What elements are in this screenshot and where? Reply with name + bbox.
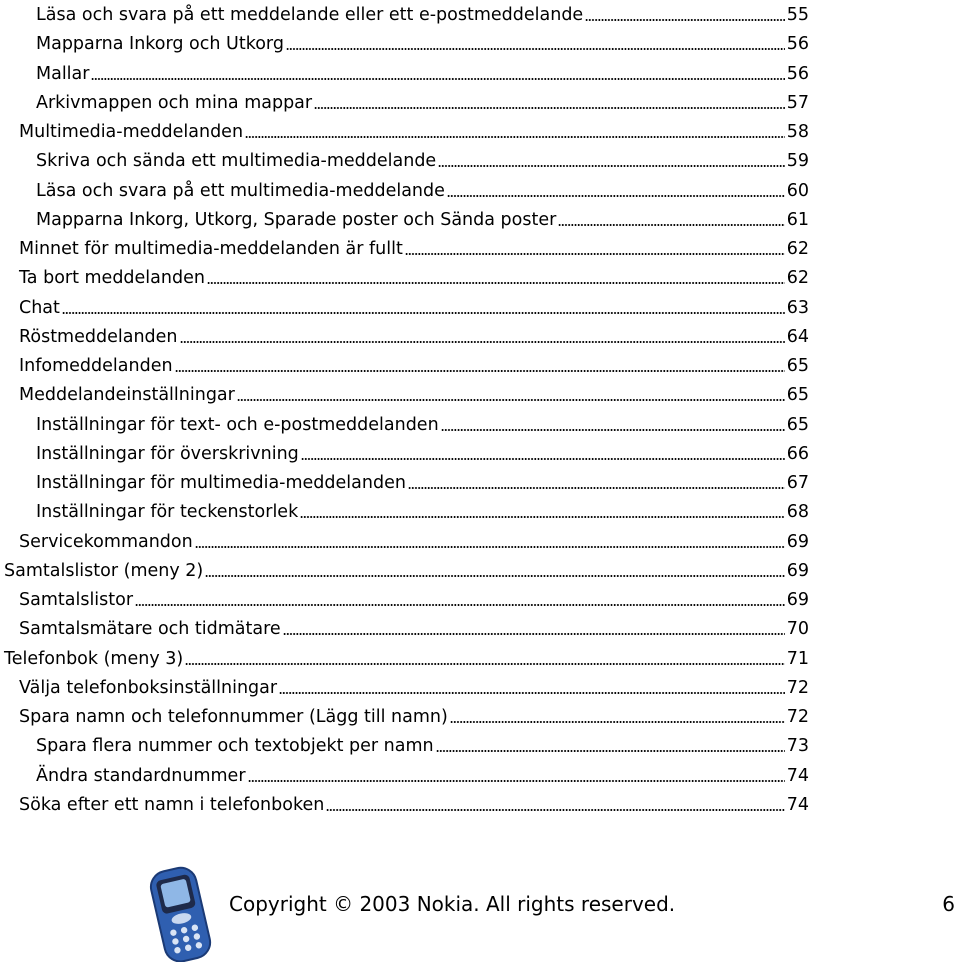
toc-entry-page: 65 <box>786 385 809 406</box>
toc-entry-title: Mapparna Inkorg och Utkorg <box>36 34 284 55</box>
toc-entry-page: 62 <box>786 239 809 259</box>
toc-entry-title: Söka efter ett namn i telefonboken <box>19 794 325 815</box>
toc-entry-title: Telefonbok (meny 3) <box>4 648 184 669</box>
page-footer <box>0 860 960 961</box>
toc-entry-title: Samtalslistor (meny 2) <box>4 560 204 581</box>
toc-entry-page: 66 <box>786 443 809 464</box>
toc-entry-page: 71 <box>786 648 809 669</box>
toc-entry[interactable] <box>36 88 809 114</box>
toc-dot-leader <box>408 487 785 489</box>
toc-entry[interactable] <box>19 527 809 553</box>
toc-entry-page: 57 <box>786 92 809 113</box>
toc-entry-page: 56 <box>786 63 809 84</box>
toc-dot-leader <box>237 399 785 401</box>
toc-entry-title: Chat <box>19 297 60 318</box>
toc-entry[interactable] <box>4 556 809 582</box>
toc-entry-page: 73 <box>786 736 809 757</box>
toc-entry[interactable] <box>36 176 809 202</box>
toc-entry[interactable] <box>19 614 809 640</box>
toc-entry-page: 63 <box>786 297 809 318</box>
toc-entry-title: Samtalslistor <box>19 590 134 610</box>
toc-entry-title: Spara flera nummer och textobjekt per namn <box>36 736 434 757</box>
toc-entry-page: 56 <box>786 34 809 55</box>
toc-entry-page: 72 <box>786 707 809 727</box>
toc-entry-title: Multimedia-meddelanden <box>19 122 244 142</box>
toc-dot-leader <box>450 721 785 723</box>
toc-entry-title: Arkivmappen och mina mappar <box>36 92 313 113</box>
toc-entry-title: Spara namn och telefonnummer (Lägg till namn) <box>19 707 448 727</box>
toc-entry[interactable] <box>19 117 809 143</box>
toc-entry-title: Meddelandeinställningar <box>19 385 235 406</box>
toc-entry-title: Mallar <box>36 63 90 84</box>
toc-entry[interactable] <box>19 702 809 728</box>
toc-entry-page: 55 <box>786 5 809 25</box>
toc-entry[interactable] <box>36 205 809 231</box>
toc-entry[interactable] <box>36 761 809 787</box>
toc-entry-title: Röstmeddelanden <box>19 326 178 347</box>
toc-entry-page: 74 <box>786 794 809 815</box>
toc-entry[interactable] <box>19 322 809 348</box>
toc-entry-page: 59 <box>786 151 809 172</box>
toc-entry-title: Mapparna Inkorg, Utkorg, Sparade poster och Sända poster <box>36 209 557 230</box>
toc-entry[interactable] <box>36 439 809 465</box>
toc-dot-leader <box>91 78 784 80</box>
toc-dot-leader <box>441 429 785 431</box>
toc-dot-leader <box>195 546 785 548</box>
toc-dot-leader <box>205 575 784 577</box>
toc-entry-page: 61 <box>786 209 809 230</box>
toc-entry-page: 69 <box>786 590 809 610</box>
toc-entry-title: Välja telefonboksinställningar <box>19 677 278 698</box>
toc-entry-page: 64 <box>786 326 809 347</box>
toc-entry[interactable] <box>36 731 809 757</box>
toc-entry-title: Minnet för multimedia-meddelanden är fullt <box>19 239 403 259</box>
toc-entry-page: 74 <box>786 765 809 786</box>
toc-dot-leader <box>301 458 785 460</box>
toc-dot-leader <box>314 107 785 109</box>
toc-entry[interactable] <box>19 585 809 611</box>
toc-dot-leader <box>405 253 785 255</box>
toc-dot-leader <box>62 312 785 314</box>
toc-entry-page: 70 <box>786 619 809 640</box>
toc-entry[interactable] <box>36 146 809 172</box>
toc-dot-leader <box>279 692 785 694</box>
toc-dot-leader <box>248 780 785 782</box>
toc-entry-page: 69 <box>786 560 809 581</box>
toc-entry-title: Ta bort meddelanden <box>19 268 205 289</box>
toc-entry[interactable] <box>19 790 809 816</box>
toc-entry[interactable] <box>19 263 809 289</box>
toc-dot-leader <box>447 195 785 197</box>
toc-dot-leader <box>135 604 785 606</box>
toc-dot-leader <box>185 663 785 665</box>
toc-entry-title: Samtalsmätare och tidmätare <box>19 619 281 640</box>
toc-entry[interactable] <box>36 497 809 523</box>
toc-entry-title: Servicekommandon <box>19 531 193 552</box>
toc-entry-page: 60 <box>786 180 809 201</box>
toc-entry[interactable] <box>19 293 809 319</box>
toc-dot-leader <box>245 136 785 138</box>
toc-entry[interactable] <box>36 29 809 55</box>
toc-entry[interactable] <box>36 0 809 26</box>
toc-dot-leader <box>207 282 785 284</box>
toc-entry-title: Ändra standardnummer <box>36 765 246 786</box>
toc-dot-leader <box>585 19 785 21</box>
toc-entry-title: Läsa och svara på ett meddelande eller ett e-postmeddelande <box>36 5 584 25</box>
toc-entry[interactable] <box>19 673 809 699</box>
toc-entry[interactable] <box>36 410 809 436</box>
toc-dot-leader <box>180 341 785 343</box>
toc-dot-leader <box>326 809 784 811</box>
toc-entry-page: 67 <box>786 473 809 493</box>
toc-entry[interactable] <box>4 644 809 670</box>
toc-entry-page: 69 <box>786 531 809 552</box>
toc-entry-page: 72 <box>786 677 809 698</box>
toc-entry-page: 62 <box>786 268 809 289</box>
toc-dot-leader <box>558 224 784 226</box>
toc-entry[interactable] <box>19 380 809 406</box>
toc-entry-page: 68 <box>786 502 809 523</box>
toc-entry-title: Inställningar för teckenstorlek <box>36 502 299 523</box>
toc-dot-leader <box>300 516 785 518</box>
page-number: 6 <box>942 892 955 916</box>
toc-dot-leader <box>283 633 785 635</box>
toc-entry-title: Infomeddelanden <box>19 356 173 376</box>
toc-entry[interactable] <box>36 59 809 85</box>
toc-entry-title: Inställningar för multimedia-meddelanden <box>36 473 406 493</box>
toc-dot-leader <box>286 48 785 50</box>
mobile-phone-icon <box>143 862 223 962</box>
toc-entry-title: Läsa och svara på ett multimedia-meddelande <box>36 180 445 201</box>
toc-entry-title: Inställningar för text- och e-postmeddelanden <box>36 414 439 435</box>
toc-dot-leader <box>438 165 785 167</box>
toc-dot-leader <box>175 370 785 372</box>
toc-entry-page: 65 <box>786 356 809 376</box>
toc-dot-leader <box>436 750 785 752</box>
toc-entry[interactable] <box>19 234 809 260</box>
toc-entry-page: 65 <box>786 414 809 435</box>
toc-entry-title: Inställningar för överskrivning <box>36 443 299 464</box>
copyright-notice: Copyright © 2003 Nokia. All rights reserved. <box>229 892 676 916</box>
toc-entry[interactable] <box>19 351 809 377</box>
toc-entry[interactable] <box>36 468 809 494</box>
toc-entry-page: 58 <box>786 122 809 142</box>
toc-entry-title: Skriva och sända ett multimedia-meddelande <box>36 151 437 172</box>
